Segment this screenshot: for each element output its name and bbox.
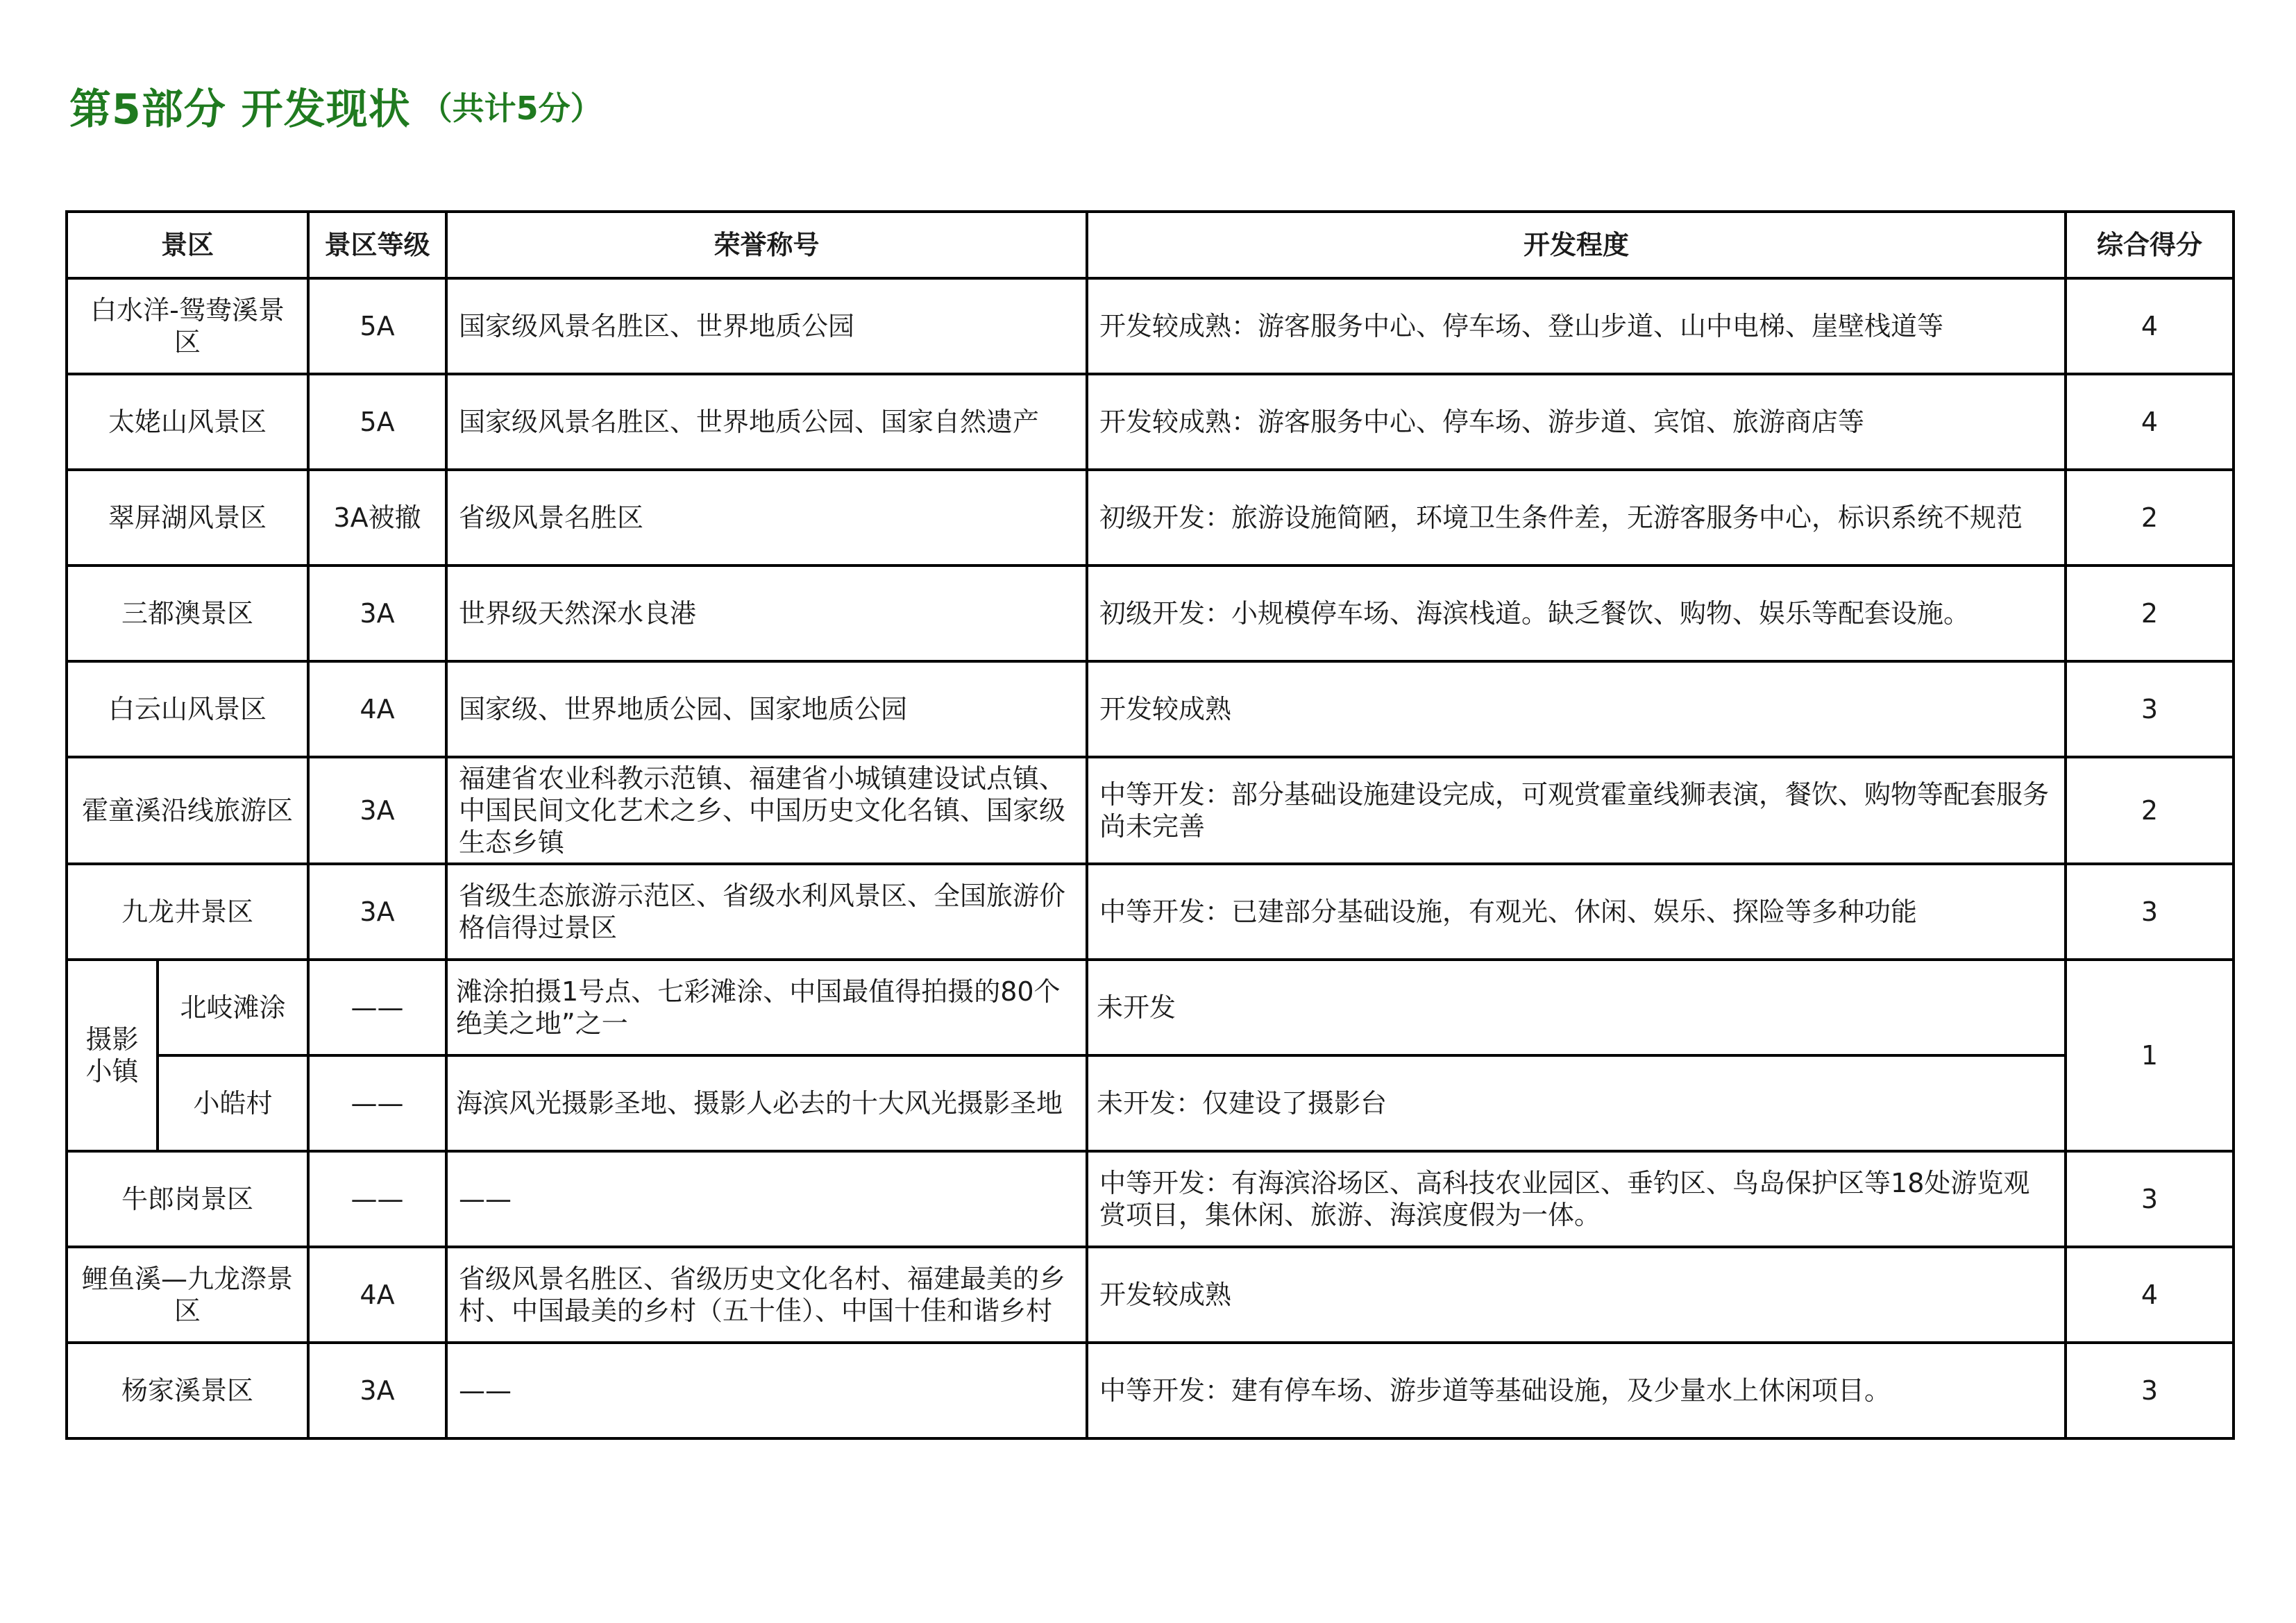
cell-level: 3A被撤: [308, 470, 446, 566]
cell-level: 5A: [308, 374, 446, 470]
cell-score: 4: [2066, 1247, 2234, 1343]
cell-score: 3: [2066, 1343, 2234, 1438]
cell-level: 3A: [308, 757, 446, 864]
cell-development: 中等开发：有海滨浴场区、高科技农业园区、垂钓区、鸟岛保护区等18处游览观赏项目，集休闲、旅游、海滨度假为一体。: [1087, 1151, 2066, 1247]
page-title-suffix: （共计5分）: [420, 90, 602, 127]
cell-honor: ——: [446, 1151, 1087, 1247]
page-title: [69, 75, 602, 137]
cell-level: 5A: [308, 278, 446, 374]
cell-level: ——: [308, 1055, 446, 1151]
cell-area: 小皓村: [158, 1055, 308, 1151]
cell-development: 中等开发：已建部分基础设施，有观光、休闲、娱乐、探险等多种功能: [1087, 864, 2066, 960]
cell-honor: 国家级风景名胜区、世界地质公园、国家自然遗产: [446, 374, 1087, 470]
cell-honor: 世界级天然深水良港: [446, 566, 1087, 661]
table-row: [67, 470, 2234, 566]
cell-score: 1: [2066, 960, 2234, 1151]
cell-area: 白水洋-鸳鸯溪景区: [67, 278, 308, 374]
cell-area: 翠屏湖风景区: [67, 470, 308, 566]
cell-development: 初级开发：小规模停车场、海滨栈道。缺乏餐饮、购物、娱乐等配套设施。: [1087, 566, 2066, 661]
cell-area: 牛郎岗景区: [67, 1151, 308, 1247]
cell-area: 北岐滩涂: [158, 960, 308, 1055]
cell-development: 初级开发：旅游设施简陋，环境卫生条件差，无游客服务中心，标识系统不规范: [1087, 470, 2066, 566]
cell-development: 中等开发：建有停车场、游步道等基础设施，及少量水上休闲项目。: [1087, 1343, 2066, 1438]
cell-honor: 福建省农业科教示范镇、福建省小城镇建设试点镇、中国民间文化艺术之乡、中国历史文化名镇、国家级生态乡镇: [446, 757, 1087, 864]
cell-area: 九龙井景区: [67, 864, 308, 960]
cell-development: 未开发: [1087, 960, 2066, 1055]
cell-honor: 海滨风光摄影圣地、摄影人必去的十大风光摄影圣地: [446, 1055, 1087, 1151]
table-row: [67, 757, 2234, 864]
cell-development: 未开发：仅建设了摄影台: [1087, 1055, 2066, 1151]
table-row: [67, 1055, 2234, 1151]
table-row: [67, 374, 2234, 470]
cell-score: 4: [2066, 278, 2234, 374]
cell-development: 开发较成熟: [1087, 661, 2066, 757]
page-title-main: 第5部分 开发现状: [69, 85, 411, 134]
cell-level: 4A: [308, 661, 446, 757]
cell-level: ——: [308, 960, 446, 1055]
cell-level: 3A: [308, 566, 446, 661]
cell-score: 3: [2066, 661, 2234, 757]
table-row: [67, 566, 2234, 661]
cell-score: 2: [2066, 470, 2234, 566]
table-row: [67, 1247, 2234, 1343]
table-row: [67, 864, 2234, 960]
development-status-table: [65, 210, 2235, 1440]
header-development: 开发程度: [1087, 212, 2066, 278]
table-row: [67, 1151, 2234, 1247]
table-row: [67, 278, 2234, 374]
cell-development: 中等开发：部分基础设施建设完成，可观赏霍童线狮表演，餐饮、购物等配套服务尚未完善: [1087, 757, 2066, 864]
cell-level: 3A: [308, 1343, 446, 1438]
cell-development: 开发较成熟：游客服务中心、停车场、游步道、宾馆、旅游商店等: [1087, 374, 2066, 470]
cell-group-label: 摄影小镇: [67, 960, 158, 1151]
cell-honor: 滩涂拍摄1号点、七彩滩涂、中国最值得拍摄的80个绝美之地”之一: [446, 960, 1087, 1055]
cell-level: 3A: [308, 864, 446, 960]
cell-score: 4: [2066, 374, 2234, 470]
cell-score: 3: [2066, 864, 2234, 960]
cell-area: 三都澳景区: [67, 566, 308, 661]
header-level: 景区等级: [308, 212, 446, 278]
table-row: [67, 1343, 2234, 1438]
cell-development: 开发较成熟：游客服务中心、停车场、登山步道、山中电梯、崖壁栈道等: [1087, 278, 2066, 374]
table-header-row: [67, 212, 2234, 278]
cell-area: 霍童溪沿线旅游区: [67, 757, 308, 864]
cell-score: 2: [2066, 757, 2234, 864]
cell-level: ——: [308, 1151, 446, 1247]
header-area: 景区: [67, 212, 308, 278]
cell-honor: 国家级、世界地质公园、国家地质公园: [446, 661, 1087, 757]
cell-honor: 省级生态旅游示范区、省级水利风景区、全国旅游价格信得过景区: [446, 864, 1087, 960]
cell-honor: 国家级风景名胜区、世界地质公园: [446, 278, 1087, 374]
table-row: [67, 960, 2234, 1055]
cell-score: 3: [2066, 1151, 2234, 1247]
cell-area: 白云山风景区: [67, 661, 308, 757]
cell-area: 太姥山风景区: [67, 374, 308, 470]
cell-development: 开发较成熟: [1087, 1247, 2066, 1343]
cell-honor: 省级风景名胜区: [446, 470, 1087, 566]
cell-level: 4A: [308, 1247, 446, 1343]
cell-score: 2: [2066, 566, 2234, 661]
cell-area: 鲤鱼溪—九龙漈景区: [67, 1247, 308, 1343]
cell-area: 杨家溪景区: [67, 1343, 308, 1438]
cell-honor: ——: [446, 1343, 1087, 1438]
table-row: [67, 661, 2234, 757]
header-score: 综合得分: [2066, 212, 2234, 278]
header-honor: 荣誉称号: [446, 212, 1087, 278]
cell-honor: 省级风景名胜区、省级历史文化名村、福建最美的乡村、中国最美的乡村（五十佳）、中国十佳和谐乡村: [446, 1247, 1087, 1343]
